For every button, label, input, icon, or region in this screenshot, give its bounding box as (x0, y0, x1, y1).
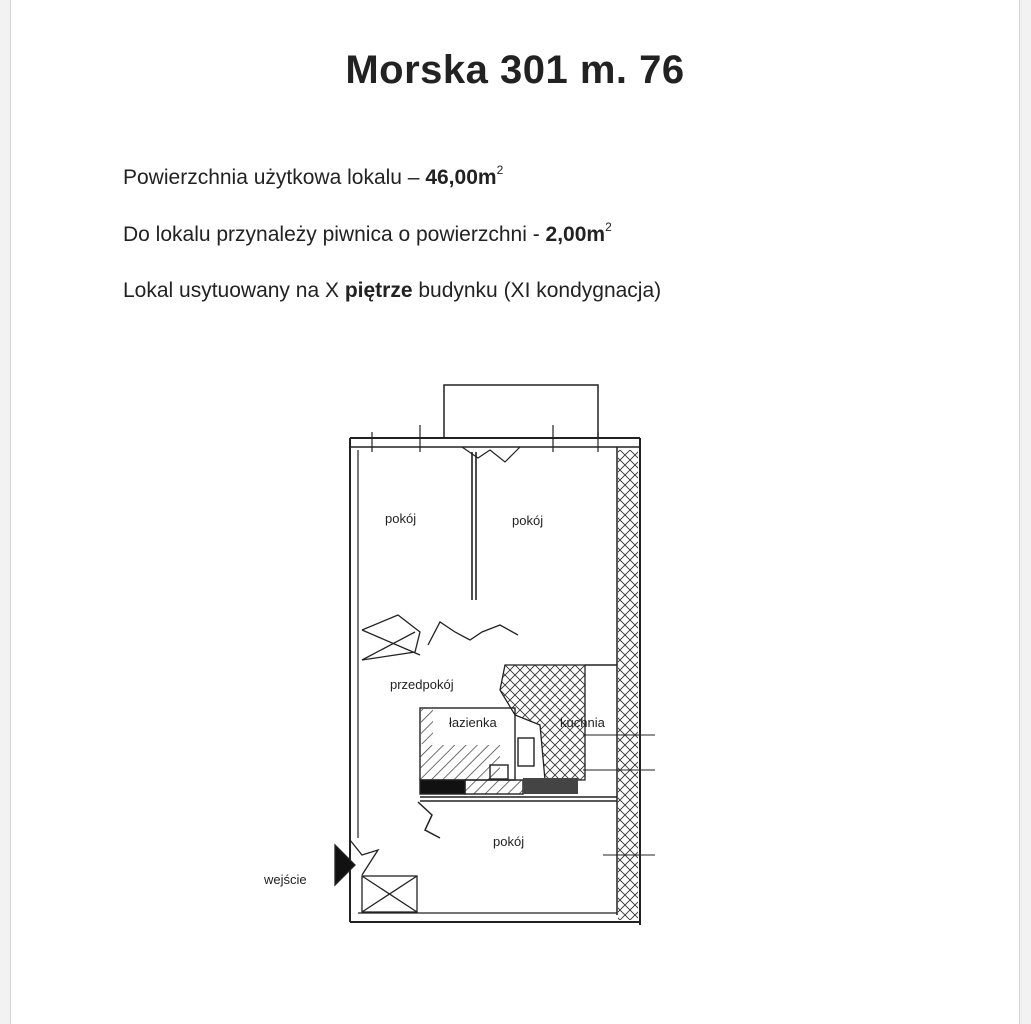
usable-area-label: Powierzchnia użytkowa lokalu – (123, 166, 426, 189)
balcony (444, 385, 598, 438)
entrance-label: wejście (264, 872, 307, 887)
page-title: Morska 301 m. 76 (345, 48, 685, 92)
usable-area-unit-exponent: 2 (496, 163, 504, 177)
room-doors (362, 615, 518, 660)
room-partition (472, 452, 617, 665)
cellar-area-unit-exponent: 2 (605, 220, 612, 234)
room-label-2: pokój (512, 513, 544, 528)
cellar-area-label: Do lokalu przynależy piwnica o powierzchni - (123, 223, 546, 246)
floor-level-value: piętrze (344, 279, 413, 302)
balcony-door (462, 447, 520, 462)
room-label-3: pokój (493, 834, 525, 849)
entrance-area (335, 840, 655, 912)
cellar-area-value: 2,00m (545, 223, 606, 246)
kitchen-label: kuchnia (560, 715, 605, 730)
floor-level-suffix: budynku (XI kondygnacja) (412, 279, 662, 302)
room-label-1: pokój (385, 511, 417, 526)
bathroom-label: łazienka (449, 715, 497, 730)
floor-level-label: Lokal usytuowany na X (123, 279, 345, 302)
hallway-label: przedpokój (390, 677, 454, 692)
usable-area-value: 46,00m (425, 166, 497, 189)
bottom-room-wall (418, 797, 617, 838)
